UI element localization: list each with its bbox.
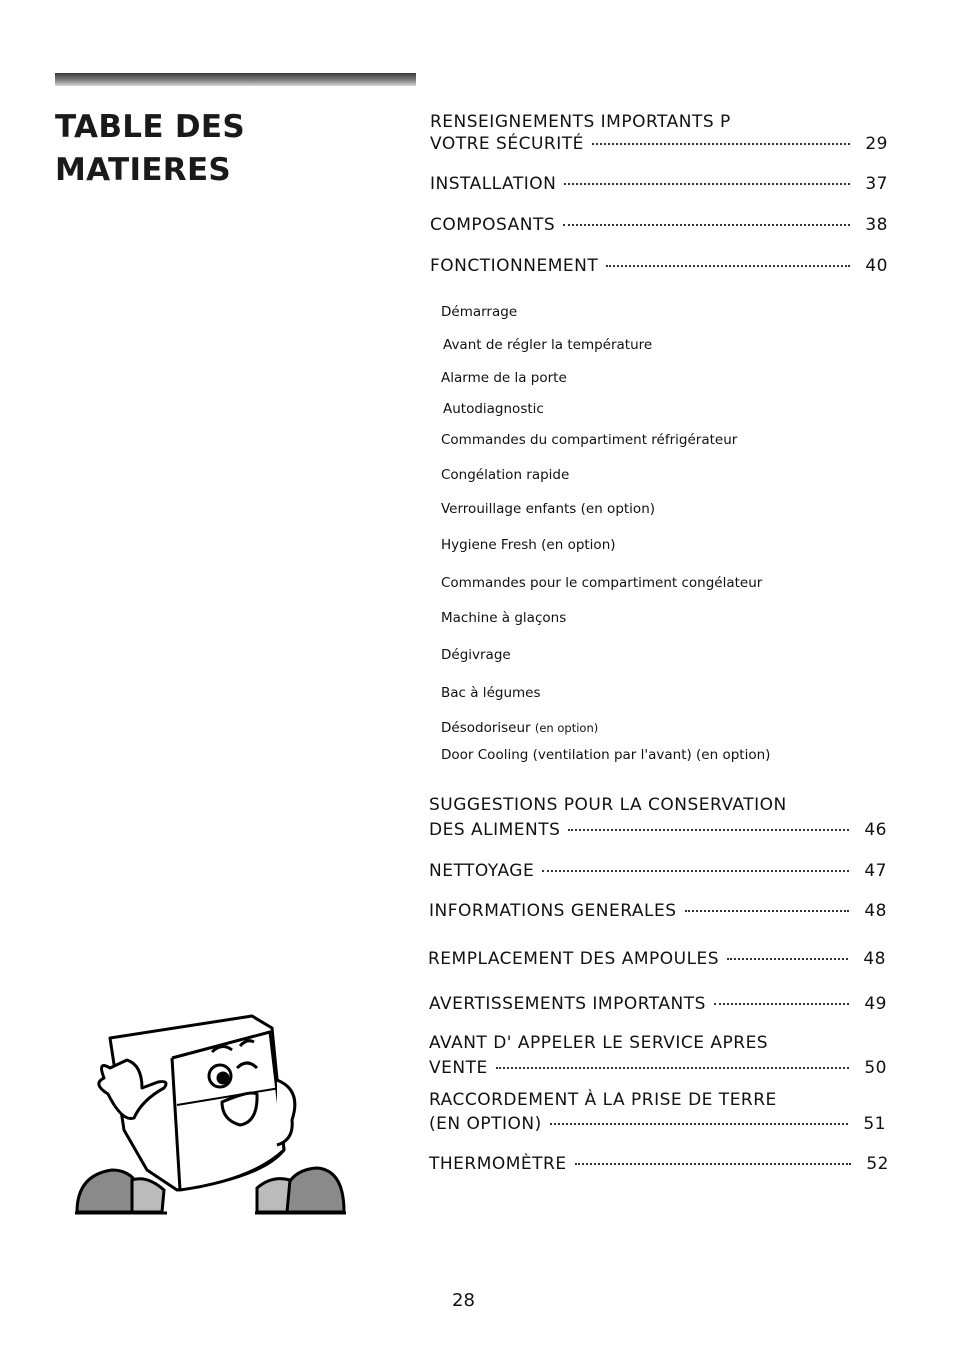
entry-label: COMPOSANTS: [430, 215, 556, 235]
toc-entry[interactable]: [429, 993, 887, 1015]
toc-entry[interactable]: [429, 1089, 886, 1135]
entry-label: INSTALLATION: [430, 174, 557, 194]
entry-page: 49: [864, 994, 887, 1014]
entry-label: INFORMATIONS GENERALES: [429, 901, 677, 921]
entry-page: 52: [866, 1154, 889, 1174]
entry-label: AVERTISSEMENTS IMPORTANTS: [429, 994, 706, 1014]
subitem-label: Verrouillage enfants: [441, 501, 577, 517]
entry-page: 29: [865, 134, 888, 154]
toc-entry[interactable]: [430, 214, 888, 236]
page-number: 28: [452, 1290, 475, 1311]
title-line: MATIERES: [55, 152, 232, 188]
header-bar: [55, 73, 416, 86]
toc-entry[interactable]: [430, 111, 888, 155]
toc-entry[interactable]: [429, 1032, 887, 1079]
toc-entry[interactable]: [429, 794, 887, 841]
entry-label: SUGGESTIONS POUR LA CONSERVATION: [429, 795, 787, 815]
entry-page: 37: [865, 174, 888, 194]
toc-subitem[interactable]: Bac à légumes: [441, 685, 541, 701]
entry-label: AVANT D' APPELER LE SERVICE APRES: [429, 1033, 769, 1053]
entry-label: REMPLACEMENT DES AMPOULES: [428, 949, 720, 969]
subitem-note: (en option): [534, 721, 599, 735]
entry-page: 51: [863, 1114, 886, 1134]
toc-subitem[interactable]: Hygiene Fresh (en option): [441, 537, 616, 553]
title-line: TABLE DES: [55, 109, 246, 145]
entry-label: VOTRE SÉCURITÉ: [430, 134, 584, 154]
entry-page: 48: [863, 949, 886, 969]
toc-entry[interactable]: [428, 948, 886, 970]
entry-label: VENTE: [429, 1058, 488, 1078]
entry-label: RENSEIGNEMENTS IMPORTANTS P: [430, 112, 731, 132]
toc-subitem[interactable]: Congélation rapide: [441, 467, 570, 483]
toc-subitem[interactable]: Avant de régler la température: [443, 337, 653, 353]
toc-subitem[interactable]: Commandes du compartiment réfrigérateur: [441, 432, 738, 448]
toc-entry[interactable]: [429, 900, 887, 922]
subitem-note: (en option): [580, 501, 656, 517]
refrigerator-mascot-illustration: [72, 1010, 352, 1220]
entry-label: RACCORDEMENT À LA PRISE DE TERRE: [429, 1090, 777, 1110]
entry-page: 46: [864, 820, 887, 840]
toc-entry[interactable]: [430, 255, 888, 277]
entry-page: 48: [864, 901, 887, 921]
toc-subitem[interactable]: Commandes pour le compartiment congélateur: [441, 575, 763, 591]
entry-label: DES ALIMENTS: [429, 820, 561, 840]
entry-page: 50: [864, 1058, 887, 1078]
entry-page: 38: [865, 215, 888, 235]
toc-subitem[interactable]: [441, 719, 598, 737]
toc-subitem[interactable]: Alarme de la porte: [441, 370, 567, 386]
toc-subitem[interactable]: Door Cooling (ventilation par l'avant) (en option): [441, 747, 771, 763]
page-title: [55, 106, 245, 192]
toc-entry[interactable]: [429, 860, 887, 882]
entry-label: NETTOYAGE: [429, 861, 535, 881]
toc-entry[interactable]: [429, 1153, 889, 1175]
entry-label: THERMOMÈTRE: [429, 1154, 567, 1174]
toc-subitem[interactable]: Dégivrage: [441, 647, 511, 663]
toc-subitem[interactable]: Démarrage: [441, 304, 518, 320]
toc-subitem[interactable]: Autodiagnostic: [443, 401, 544, 417]
entry-page: 40: [865, 256, 888, 276]
toc-subitem[interactable]: Machine à glaçons: [441, 610, 567, 626]
toc-subitem[interactable]: [441, 500, 655, 518]
entry-label: FONCTIONNEMENT: [430, 256, 599, 276]
subitem-label: Désodoriseur: [441, 720, 531, 736]
entry-page: 47: [864, 861, 887, 881]
entry-label: (EN OPTION): [429, 1114, 542, 1134]
toc-entry[interactable]: [430, 173, 888, 195]
